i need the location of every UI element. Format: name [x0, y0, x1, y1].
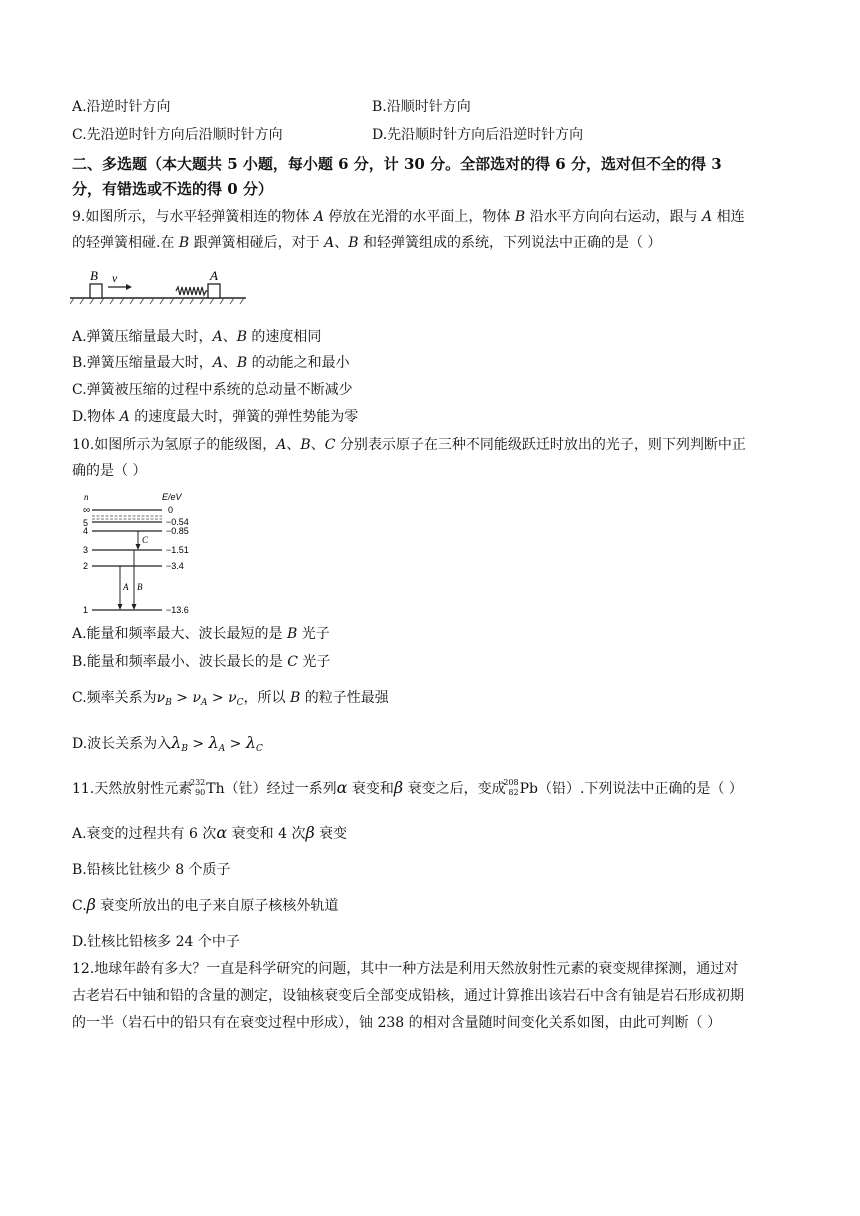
q8-option-a: A.沿逆时针方向	[72, 99, 171, 115]
label-b: B	[90, 268, 98, 283]
q9-option-b: B.弹簧压缩量最大时，A、B 的动能之和最小	[72, 355, 350, 371]
q11-option-a: A.衰变的过程共有 6 次α 衰变和 4 次β 衰变	[72, 823, 348, 842]
transition-c-label: C	[142, 535, 149, 545]
energy-level-diagram	[78, 490, 218, 618]
thorium-isotope: 232 90	[189, 778, 206, 797]
q9-stem-line1: 9.如图所示，与水平轻弹簧相连的物体 A 停放在光滑的水平面上，物体 B 沿水平方向向右运动，跟与 A 相连	[72, 209, 745, 225]
q10-option-b: B.能量和频率最小、波长最长的是 C 光子	[72, 654, 331, 670]
energy-label-3: −1.51	[166, 545, 189, 555]
q8-option-b: B.沿顺时针方向	[372, 99, 471, 115]
q10-stem-line2: 确的是（ ）	[72, 463, 147, 479]
n-label-2: 2	[83, 561, 89, 571]
label-v: v	[112, 271, 118, 285]
energy-label-1: −13.6	[166, 605, 189, 615]
q11-option-c: C.β 衰变所放出的电子来自原子核核外轨道	[72, 895, 339, 914]
label-a: A	[210, 268, 218, 283]
q8-option-d: D.先沿顺时针方向后沿逆时针方向	[372, 127, 584, 143]
block-b	[90, 284, 102, 298]
section2-header-line2: 分，有错选或不选的得 0 分）	[72, 180, 273, 198]
energy-label-4: −0.85	[166, 526, 189, 536]
q9-option-a: A.弹簧压缩量最大时，A、B 的速度相同	[72, 329, 322, 345]
q9-option-c: C.弹簧被压缩的过程中系统的总动量不断减少	[72, 382, 353, 398]
energy-axis-label: E/eV	[162, 492, 182, 502]
q11-stem: 11.天然放射性元素 232 90 Th（钍）经过一系列α 衰变和β 衰变之后，变成 208 82 Pb（铅）.下列说法中正确的是（ ）	[72, 778, 743, 797]
block-a	[208, 284, 220, 298]
q11-option-d: D.钍核比铅核多 24 个中子	[72, 934, 240, 950]
q11-option-b: B.铅核比钍核少 8 个质子	[72, 862, 231, 878]
transition-b-label: B	[137, 582, 143, 592]
n-label-4: 4	[83, 526, 89, 536]
q8-option-c: C.先沿逆时针方向后沿顺时针方向	[72, 127, 283, 143]
n-label-5: 5	[83, 518, 89, 528]
q10-stem-line1: 10.如图所示为氢原子的能级图，A、B、C 分别表示原子在三种不同能级跃迁时放出的光子，则下列判断中正	[72, 437, 746, 453]
n-label-inf: ∞	[83, 505, 91, 516]
transition-a-label: A	[123, 582, 129, 592]
lead-isotope: 208 82	[503, 778, 519, 797]
q10-option-c: C.频率关系为$\nu_B > \nu_A > \nu_C$，所以 B 的粒子性最强	[72, 690, 389, 708]
spring-block-figure	[70, 262, 250, 310]
q10-option-d: D.波长关系为入$\lambda_B > \lambda_A > \lambda_C$	[72, 733, 263, 754]
q9-option-d: D.物体 A 的速度最大时，弹簧的弹性势能为零	[72, 409, 359, 425]
energy-label-inf: 0	[168, 505, 174, 515]
n-label-1: 1	[83, 605, 89, 615]
q12-stem-line2: 古老岩石中铀和铅的含量的测定，设铀核衰变后全部变成铅核，通过计算推出该岩石中含有铀是岩石形成初期	[72, 988, 744, 1004]
n-axis-label: n	[84, 492, 89, 502]
q10-option-a: A.能量和频率最大、波长最短的是 B 光子	[72, 626, 330, 642]
q9-stem-line2: 的轻弹簧相碰.在 B 跟弹簧相碰后，对于 A、B 和轻弹簧组成的系统，下列说法中正确的是（ ）	[72, 235, 662, 251]
q12-stem-line1: 12.地球年龄有多大？一直是科学研究的问题，其中一种方法是利用天然放射性元素的衰变规律探测，通过对	[72, 961, 739, 977]
spring	[176, 287, 208, 295]
q12-stem-line3: 的一半（岩石中的铅只有在衰变过程中形成），铀 238 的相对含量随时间变化关系如图，由此可判断（ ）	[72, 1015, 722, 1031]
n-label-3: 3	[83, 545, 89, 555]
section2-header-line1: 二、多选题（本大题共 5 小题，每小题 6 分，计 30 分。全部选对的得 6 分，选对但不全的得 3	[72, 155, 722, 173]
energy-label-5: −0.54	[166, 517, 189, 527]
energy-label-2: −3.4	[166, 561, 184, 571]
